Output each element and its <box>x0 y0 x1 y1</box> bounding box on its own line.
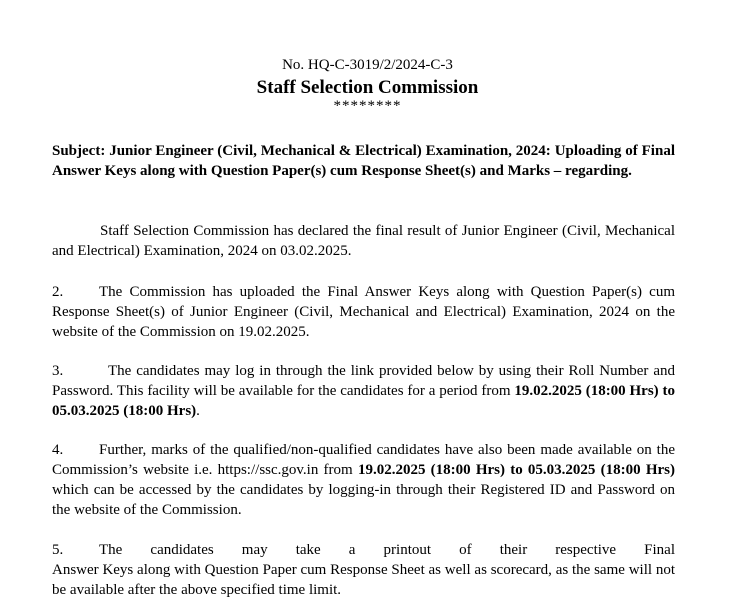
organization-title: Staff Selection Commission <box>256 77 479 98</box>
paragraph-number: 4. <box>52 442 64 458</box>
paragraph-text: The Commission has uploaded the Final Answer Keys along with Question Paper(s) cum Response Sheet(s) of Junior Engineer (Civil, Mechanical and Electrical) Examination, 2024 on the website of the Commission on 19.02.2025. <box>52 284 675 340</box>
paragraph-text: The candidates may take a printout of their respective Final <box>99 542 675 558</box>
paragraph-5 <box>52 540 675 600</box>
paragraph-2 <box>52 282 675 342</box>
reference-number: No. HQ-C-3019/2/2024-C-3 <box>282 57 453 73</box>
paragraph-number: 3. <box>52 363 64 379</box>
paragraph-first-line <box>52 540 675 560</box>
paragraph-text: The candidates may log in through the link provided below by using their Roll Number and Password. This facility will be available for the candidates for a period from <box>52 363 675 399</box>
paragraph-text-continued: Answer Keys along with Question Paper cum Response Sheet as well as scorecard, as the same will not be available after the above specified time limit. <box>52 562 675 598</box>
paragraph-4 <box>52 440 675 520</box>
paragraph-text-continued: which can be accessed by the candidates by logging-in through their Registered ID and Password on the website of the Commission. <box>52 482 675 518</box>
paragraph-text: Further, marks of the qualified/non-qualified candidates have also been made available on the Commission’s website i.e. https://ssc.gov.in from <box>52 442 675 478</box>
date-range: 19.02.2025 (18:00 Hrs) to 05.03.2025 (18:00 Hrs) <box>52 383 676 419</box>
subject-line: Subject: Junior Engineer (Civil, Mechanical & Electrical) Examination, 2024: Uploading of Final Answer Keys along with Question Paper(s) cum Response Sheet(s) and Marks – regarding. <box>52 143 675 179</box>
date-range: 19.02.2025 (18:00 Hrs) to 05.03.2025 (18:00 Hrs) <box>357 462 676 478</box>
paragraph-end: . <box>196 403 200 419</box>
paragraph-number: 5. <box>52 542 64 558</box>
paragraph-3 <box>52 361 675 421</box>
paragraph-intro: Staff Selection Commission has declared the final result of Junior Engineer (Civil, Mechanical and Electrical) Examination, 2024 on 03.02.2025. <box>52 223 675 259</box>
paragraph-number: 2. <box>52 284 64 300</box>
separator-stars: ******** <box>333 98 402 114</box>
